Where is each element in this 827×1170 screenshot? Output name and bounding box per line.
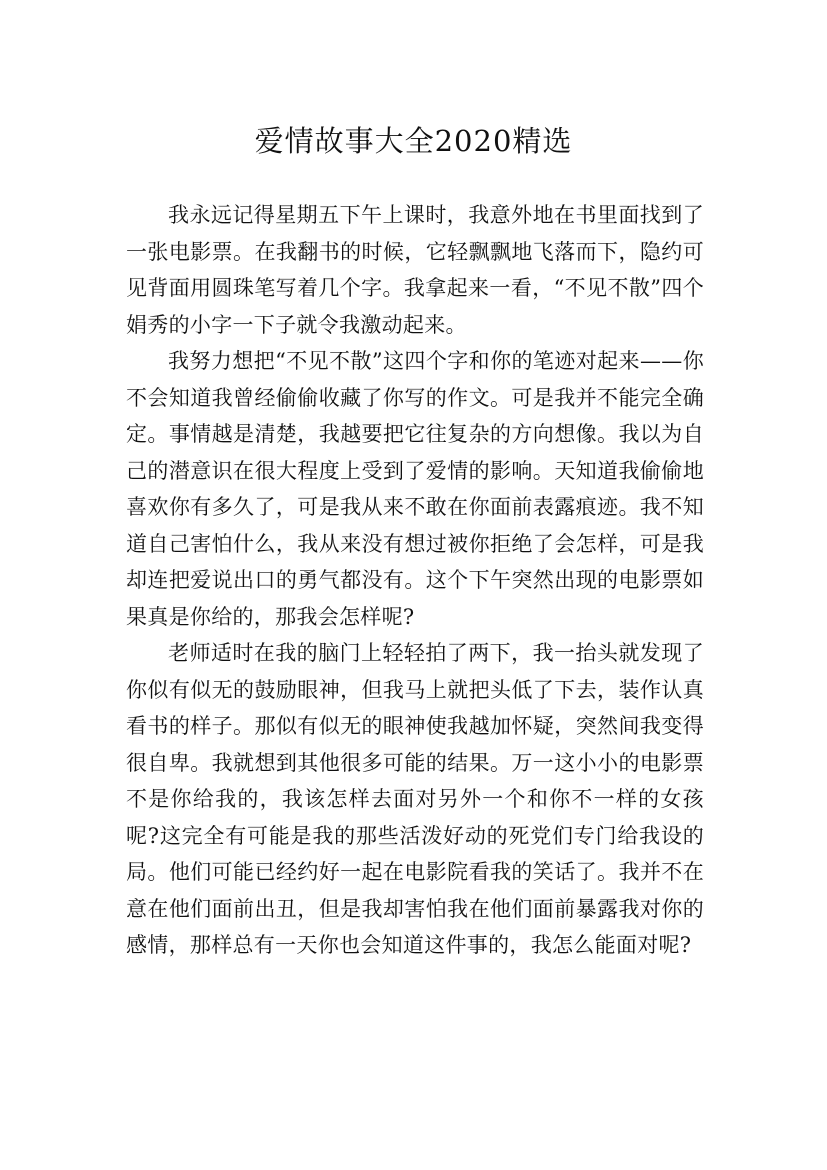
paragraph-1: 我永远记得星期五下午上课时，我意外地在书里面找到了一张电影票。在我翻书的时候，它轻飘飘地飞落而下，隐约可见背面用圆珠笔写着几个字。我拿起来一看，“不见不散”四个娟秀的小字一下子就令我激动起来。 (126, 203, 704, 337)
document-body (126, 197, 704, 964)
paragraph-2: 我努力想把“不见不散”这四个字和你的笔迹对起来——你不会知道我曾经偷偷收藏了你写的作文。可是我并不能完全确定。事情越是清楚，我越要把它往复杂的方向想像。我以为自己的潜意识在很大程度上受到了爱情的影响。天知道我偷偷地喜欢你有多久了，可是我从来不敢在你面前表露痕迹。我不知道自己害怕什么，我从来没有想过被你拒绝了会怎样，可是我却连把爱说出口的勇气都没有。这个下午突然出现的电影票如果真是你给的，那我会怎样呢? (126, 349, 704, 629)
document-title: 爱情故事大全2020精选 (254, 124, 573, 159)
paragraph-3: 老师适时在我的脑门上轻轻拍了两下，我一抬头就发现了你似有似无的鼓励眼神，但我马上就把头低了下去，装作认真看书的样子。那似有似无的眼神使我越加怀疑，突然间我变得很自卑。我就想到其他很多可能的结果。万一这小小的电影票不是你给我的，我该怎样去面对另外一个和你不一样的女孩呢?这完全有可能是我的那些活泼好动的死党们专门给我设的局。他们可能已经约好一起在电影院看我的笑话了。我并不在意在他们面前出丑，但是我却害怕我在他们面前暴露我对你的感情，那样总有一天你也会知道这件事的，我怎么能面对呢? (126, 641, 704, 957)
